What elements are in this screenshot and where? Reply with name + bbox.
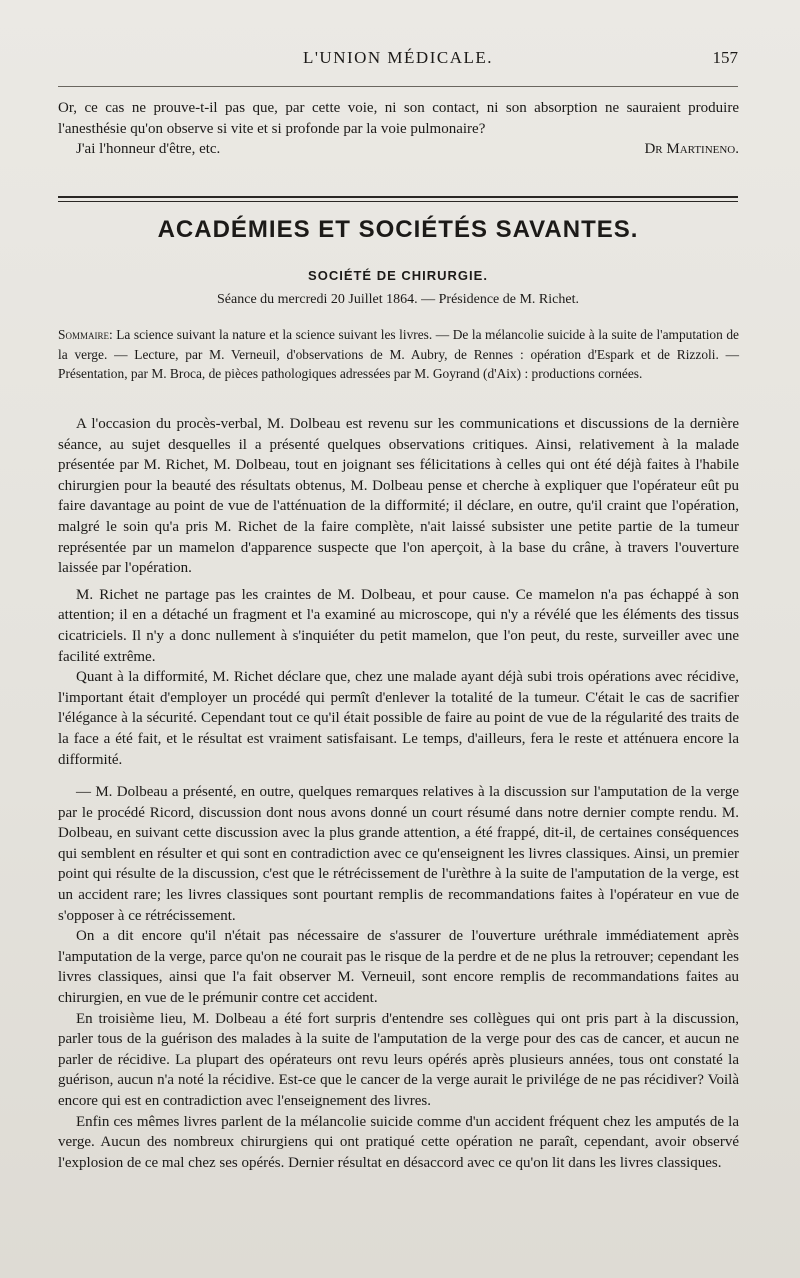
- letter-signature: Dr Martineno.: [644, 141, 739, 158]
- article-body: [58, 414, 739, 1173]
- sommaire: [58, 325, 739, 384]
- header-rule: [58, 86, 738, 87]
- society-title: SOCIÉTÉ DE CHIRURGIE.: [308, 268, 488, 283]
- paragraph-6: En troisième lieu, M. Dolbeau a été fort surpris d'entendre ses collègues qui ont pris part à la discussion, parler tous de la guérison des malades à la suite de l'amputation de la verge pour des cas de cancer, et aucun ne parler de récidive. La plupart des opérateurs ont revu leurs opérés après plusieurs années, tous ont constaté la guérison, aucun n'a noté la récidive. Est-ce que le cancer de la verge aurait le privilége de ne pas récidiver? Voilà encore qui est en contradiction avec l'enseignement des livres.: [58, 1010, 739, 1109]
- letter-end: [58, 98, 739, 160]
- sommaire-label: Sommaire: [58, 327, 109, 342]
- paragraph-3: Quant à la difformité, M. Richet déclare que, chez une malade ayant déjà subi trois opérations avec récidive, l'important était d'employer un procédé qui permît d'enlever la totalité de la tumeur. C'était le cas de sacrifier l'élégance à la sécurité. Cependant tout ce qu'il était possible de faire au point de vue de la régularité des traits de la face a été fait, et le résultat est vraiment satisfaisant. Le temps, d'ailleurs, fera le reste et atténuera encore la difformité.: [58, 669, 739, 768]
- paragraph-1: A l'occasion du procès-verbal, M. Dolbeau est revenu sur les communications et discussions de la dernière séance, au sujet desquelles il a présenté quelques observations critiques. Ainsi, relativement à la malade présentée par M. Richet, M. Dolbeau, tout en joignant ses félicitations à celles qui ont été déjà faites à l'habile chirurgien pour la beauté des résultats obtenus, M. Dolbeau pense et cherche à expliquer que l'opérateur eût pu faire davantage au point de vue de l'atténuation de la difformité; il déclare, en outre, qu'il craint que l'opération, malgré le soin qu'a pris M. Richet de la faire complète, n'ait laissé subsister une petite partie de la tumeur représentée par un mamelon d'apparence suspecte que l'on aperçoit, à la base du crâne, à travers l'ouverture laissée par l'opération.: [58, 416, 739, 577]
- running-header: [58, 48, 738, 78]
- letter-closing: J'ai l'honneur d'être, etc.: [76, 141, 221, 158]
- sommaire-text: : La science suivant la nature et la science suivant les livres. — De la mélancolie suicide à la suite de l'amputation de la verge. — Lecture, par M. Verneuil, d'observations de M. Aubry, de Rennes : opération d'Espark et de Rizzoli. — Présentation, par M. Broca, de pièces pathologiques adressées par M. Goyrand (d'Aix) : productions cornées.: [58, 327, 739, 381]
- journal-title: L'UNION MÉDICALE.: [302, 48, 494, 67]
- letter-paragraph: Or, ce cas ne prouve-t-il pas que, par cette voie, ni son contact, ni son absorption ne sauraient produire l'anesthésie qu'on observe si vite et si profonde par la voie pulmonaire?: [58, 100, 739, 137]
- section-title: ACADÉMIES ET SOCIÉTÉS SAVANTES.: [157, 216, 639, 243]
- paragraph-4: — M. Dolbeau a présenté, en outre, quelques remarques relatives à la discussion sur l'amputation de la verge par le procédé Ricord, discussion dont nous avons donné un court résumé dans notre dernier compte rendu. M. Dolbeau, en suivant cette discussion avec la plus grande attention, a été frappé, dit-il, de certaines conséquences qui semblent en résulter et qui sont en contradiction avec ce qu'enseignent les livres classiques. Ainsi, un premier point qui résulte de la discussion, c'est que le rétrécissement de l'urèthre à la suite de l'amputation de la verge, est un accident rare; les livres classiques sont pourtant remplis de recommandations faites à l'opérateur en vue de s'opposer à ce rétrécissement.: [58, 784, 739, 924]
- page-number: 157: [712, 48, 738, 67]
- section-rule: [58, 196, 738, 202]
- paragraph-7: Enfin ces mêmes livres parlent de la mélancolie suicide comme d'un accident fréquent chez les amputés de la verge. Aucun des nombreux chirurgiens qui ont pratiqué cette opération ne paraît, cependant, avoir observé l'explosion de ce mal chez ses opérés. Dernier résultat en désaccord avec ce qu'on lit dans les livres classiques.: [58, 1113, 739, 1171]
- paragraph-5: On a dit encore qu'il n'était pas nécessaire de s'assurer de l'ouverture uréthrale immédiatement après l'amputation de la verge, parce qu'on ne courait pas le risque de la perdre et de ne plus la retrouver; cependant les livres classiques, ainsi que l'a fait observer M. Verneuil, sont encore remplis de recommandations faites au chirurgien, en vue de le prémunir contre cet accident.: [58, 928, 739, 1007]
- session-line: Séance du mercredi 20 Juillet 1864. — Présidence de M. Richet.: [217, 292, 579, 307]
- letter-signature-line: [58, 139, 739, 160]
- paragraph-2: M. Richet ne partage pas les craintes de M. Dolbeau, et pour cause. Ce mamelon n'a pas échappé à son attention; il en a détaché un fragment et l'a examiné au microscope, qui n'y a révélé que les éléments des tissus cicatriciels. Il n'y a donc nullement à s'inquiéter du petit mamelon, que l'on peut, du reste, surveiller avec une facilité extrême.: [58, 586, 739, 665]
